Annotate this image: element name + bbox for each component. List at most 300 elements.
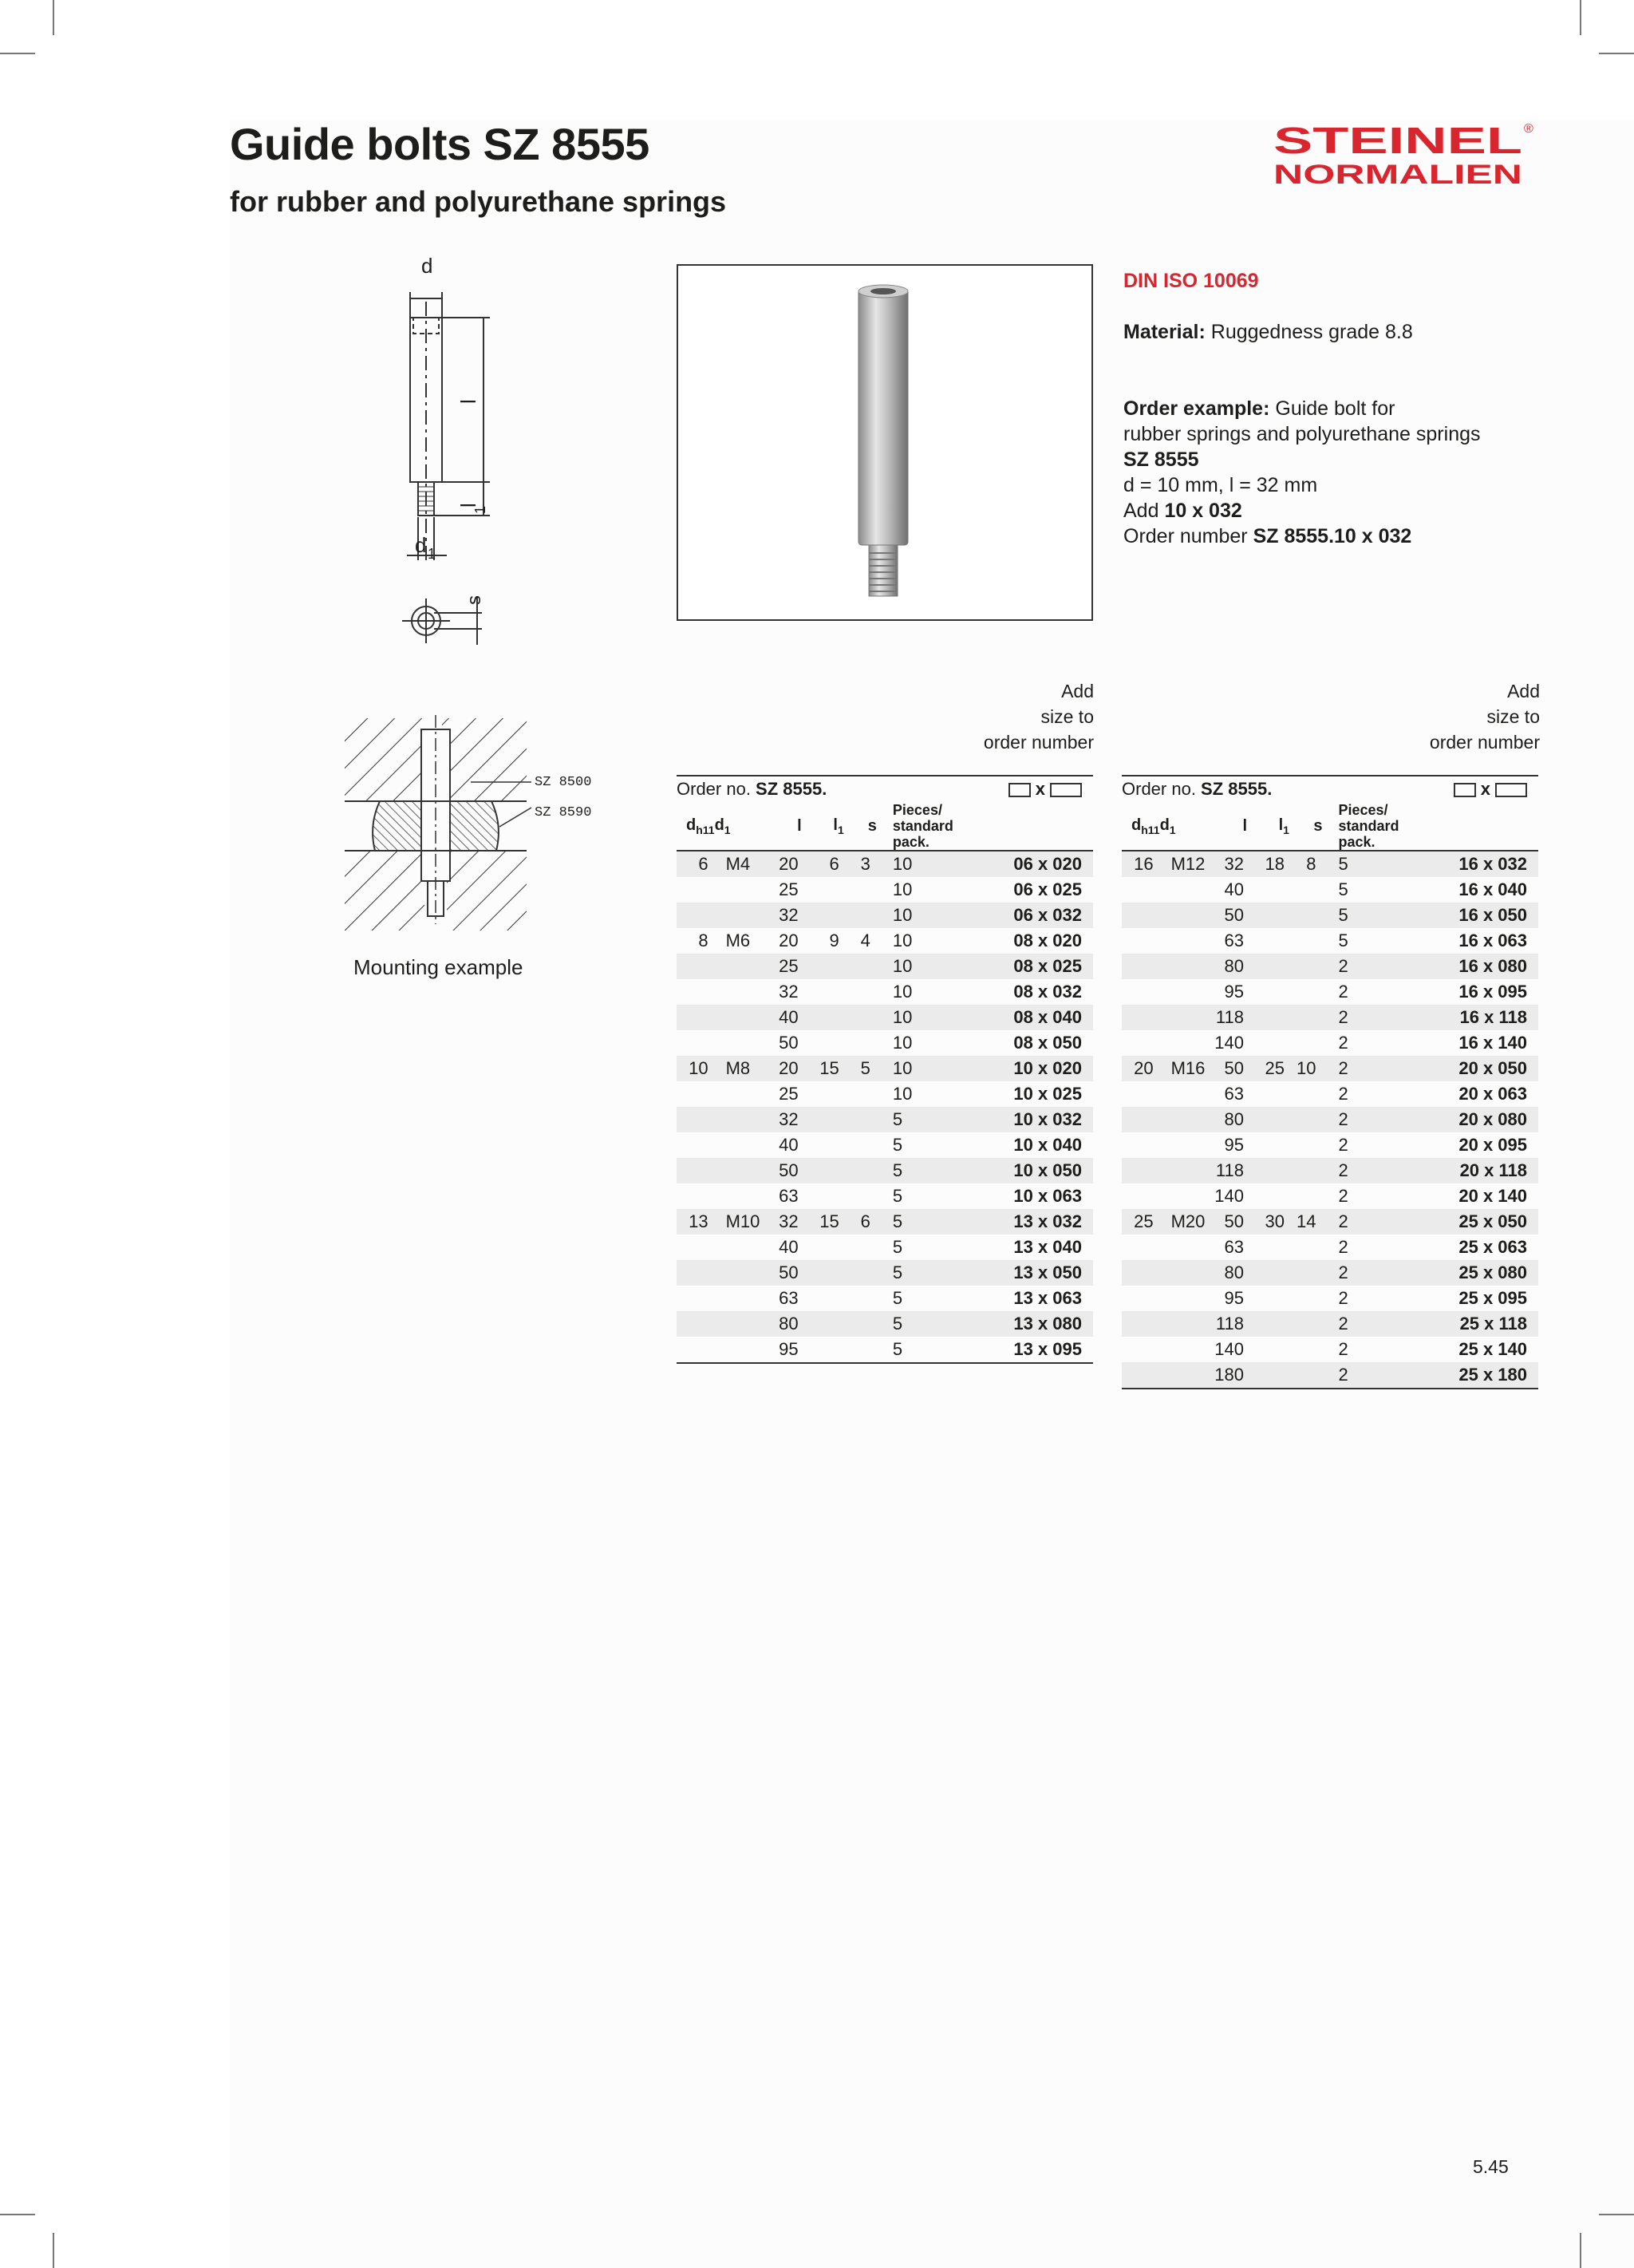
cell-order-code: 10 x 020: [969, 1056, 1093, 1081]
dim-l1: l: [456, 503, 480, 508]
cell-d1: [1160, 1337, 1211, 1362]
table-row: [1122, 1056, 1538, 1081]
cell-l: 40: [1224, 879, 1244, 899]
cell-d1: [1160, 1132, 1211, 1158]
cell-d1: [715, 1107, 766, 1132]
page-title: Guide bolts SZ 8555: [230, 119, 649, 169]
cell-s: [1289, 903, 1328, 928]
cell-l: 63: [779, 1186, 799, 1206]
cell-order-code: 20 x 095: [1458, 1135, 1527, 1155]
cell-l1: [1247, 1183, 1289, 1209]
cell-d1: [715, 1132, 766, 1158]
cell-d1: [715, 1260, 766, 1286]
cell-pieces: 5: [882, 1311, 969, 1337]
cell-order-code: 16 x 040: [1458, 879, 1527, 899]
cell-d1: [715, 1286, 766, 1311]
cell-l: 25: [765, 954, 801, 979]
cell-pieces: 5: [882, 1337, 969, 1363]
cell-pieces: 10: [892, 982, 913, 1002]
cell-order-code: 13 x 040: [1013, 1237, 1082, 1257]
cell-l: 63: [779, 1288, 799, 1308]
cell-l: 95: [1224, 1135, 1244, 1155]
cell-order-code: 25 x 050: [1415, 1209, 1538, 1235]
table-row: [677, 1081, 1093, 1107]
cell-d: [677, 1158, 715, 1183]
cell-order-code: 25 x 080: [1415, 1260, 1538, 1286]
cell-d1: [1160, 903, 1211, 928]
order-table-column-header: $d_{h11}$ $d_1$ l $l_1$ s Pieces/ standard pack.: [677, 802, 1093, 851]
cell-order-code: 13 x 095: [969, 1337, 1093, 1363]
cell-order-code: 16 x 080: [1415, 954, 1538, 979]
cell-s: [1289, 1260, 1328, 1286]
cell-d1: M12: [1160, 851, 1211, 877]
table-row: [1122, 1183, 1538, 1209]
logo-line1: STEINEL: [1273, 120, 1522, 161]
cell-l: 32: [779, 982, 799, 1002]
table-row: [1122, 903, 1538, 928]
cell-s: [844, 1337, 882, 1363]
cell-pieces: 2: [1338, 1033, 1348, 1053]
cell-l1: [802, 1081, 844, 1107]
cell-l1: 30: [1247, 1209, 1289, 1235]
cell-d: [1122, 928, 1160, 954]
dim-d1-sub: 1: [428, 546, 436, 562]
cell-l1: [1247, 1286, 1289, 1311]
cell-s: [1289, 1030, 1328, 1056]
cell-pieces: 2: [1338, 1339, 1348, 1359]
cell-d1: [1160, 1158, 1211, 1183]
cell-l: 40: [779, 1237, 799, 1257]
cell-s: [1289, 1311, 1328, 1337]
standard-label: DIN ISO 10069: [1123, 270, 1259, 292]
table-row: [677, 1107, 1093, 1132]
order-example-text-2: rubber springs and polyurethane springs: [1123, 423, 1481, 445]
cell-order-code: 16 x 118: [1415, 1005, 1538, 1030]
cell-d: [1122, 1260, 1160, 1286]
cell-d: [1122, 1337, 1160, 1362]
cell-s: [844, 1107, 882, 1132]
cell-d1: M16: [1160, 1056, 1211, 1081]
cell-d1: [715, 903, 766, 928]
cell-l: 140: [1214, 1339, 1244, 1359]
cell-order-code: 20 x 140: [1458, 1186, 1527, 1206]
cell-d: [1122, 1183, 1160, 1209]
cell-l: 80: [1210, 1260, 1247, 1286]
cell-order-code: 06 x 020: [969, 851, 1093, 877]
cell-s: [844, 954, 882, 979]
size-placeholder: x: [882, 776, 1093, 802]
add-size-note-left: Add size to order number: [983, 681, 1094, 753]
cell-d: [1122, 1235, 1160, 1260]
table-row: [677, 1286, 1093, 1311]
cell-d: 16: [1122, 851, 1160, 877]
product-info: [1123, 268, 1570, 549]
order-table-title-row: Order no. SZ 8555. x: [677, 776, 1093, 802]
cell-l1: [1247, 1311, 1289, 1337]
table-row: [1122, 979, 1538, 1005]
crop-mark: [1580, 2233, 1581, 2268]
cell-d: [1122, 877, 1160, 903]
cell-order-code: 10 x 040: [1013, 1135, 1082, 1155]
cell-d: [677, 1260, 715, 1286]
cell-d: [1122, 1030, 1160, 1056]
cell-l: 25: [779, 1084, 799, 1104]
cell-d: [1122, 1362, 1160, 1389]
cell-order-code: 20 x 118: [1415, 1158, 1538, 1183]
cell-l1: [802, 954, 844, 979]
cell-l: 180: [1210, 1362, 1247, 1389]
cell-d: [677, 1107, 715, 1132]
cell-s: [1289, 1132, 1328, 1158]
cell-s: 5: [844, 1056, 882, 1081]
cell-l1: [802, 903, 844, 928]
cell-order-code: 06 x 025: [1013, 879, 1082, 899]
dim-l1-sub: 1: [472, 505, 488, 514]
cell-order-code: 25 x 140: [1458, 1339, 1527, 1359]
cell-l1: [1247, 1107, 1289, 1132]
crop-mark: [1599, 53, 1634, 54]
cell-l1: 15: [802, 1056, 844, 1081]
cell-l: 20: [779, 931, 799, 950]
cell-d1: [715, 1081, 766, 1107]
cell-d1: M4: [715, 851, 766, 877]
cell-s: [844, 903, 882, 928]
cell-l1: [802, 1030, 844, 1056]
crop-mark: [1599, 2214, 1634, 2215]
cell-pieces: 2: [1338, 1186, 1348, 1206]
cell-pieces: 2: [1338, 1135, 1348, 1155]
cell-d: [1122, 1286, 1160, 1311]
cell-d: [1122, 1158, 1160, 1183]
cell-pieces: 10: [882, 954, 969, 979]
cell-pieces: 10: [892, 1084, 913, 1104]
dim-l: l: [456, 399, 480, 404]
cell-order-code: 20 x 050: [1415, 1056, 1538, 1081]
cell-d: [1122, 1005, 1160, 1030]
cell-pieces: 2: [1338, 1288, 1348, 1308]
order-table-title-row: Order no. SZ 8555. x: [1122, 776, 1538, 802]
cell-l: 50: [1210, 903, 1247, 928]
cell-order-code: 25 x 063: [1458, 1237, 1527, 1257]
cell-l: 95: [1224, 982, 1244, 1002]
cell-d1: [1160, 1030, 1211, 1056]
cell-pieces: 2: [1328, 1362, 1415, 1389]
table-row: [1122, 928, 1538, 954]
cell-d1: M6: [725, 931, 751, 950]
table-row: [677, 1260, 1093, 1286]
cell-pieces: 5: [1328, 903, 1415, 928]
cell-d1: [1160, 1260, 1211, 1286]
table-row: [1122, 1132, 1538, 1158]
table-row: [1122, 1158, 1538, 1183]
cell-s: 4: [860, 931, 870, 950]
cell-l1: [1247, 903, 1289, 928]
cell-d: [1122, 1081, 1160, 1107]
cell-d: [677, 1311, 715, 1337]
cell-d: [677, 1030, 715, 1056]
cell-d1: [1160, 1107, 1211, 1132]
cell-s: 10: [1289, 1056, 1328, 1081]
cell-l: 140: [1214, 1033, 1244, 1053]
cell-d1: [1160, 877, 1211, 903]
cell-pieces: 5: [882, 1158, 969, 1183]
cell-s: [844, 1081, 882, 1107]
crop-mark: [53, 0, 54, 35]
registered-mark: ®: [1524, 122, 1533, 136]
cell-l1: [802, 1235, 844, 1260]
material-value: Ruggedness grade 8.8: [1205, 321, 1413, 343]
table-row: [677, 1235, 1093, 1260]
cell-s: [844, 1286, 882, 1311]
cell-d1: [1160, 1311, 1211, 1337]
cell-d1: [715, 1030, 766, 1056]
cell-l1: [1247, 928, 1289, 954]
cell-l1: [802, 1286, 844, 1311]
cell-d: [677, 1183, 715, 1209]
cell-l: 32: [765, 1107, 801, 1132]
order-table-left-body: [677, 851, 1093, 1363]
cell-d: [677, 1081, 715, 1107]
cell-d1: [1160, 1286, 1211, 1311]
cell-l: 50: [779, 1033, 799, 1053]
dim-d: d: [421, 254, 433, 278]
cell-l: 32: [765, 1209, 801, 1235]
order-example-text: Guide bolt for: [1269, 397, 1395, 420]
table-row: [677, 1005, 1093, 1030]
cell-l1: [802, 1337, 844, 1363]
table-row: [677, 903, 1093, 928]
crop-mark: [0, 53, 35, 54]
cell-d: 13: [677, 1209, 715, 1235]
table-row: [1122, 1081, 1538, 1107]
cell-s: [1289, 1081, 1328, 1107]
order-example-number: Order number SZ 8555.10 x 032: [1123, 525, 1412, 547]
table-row: [1122, 1260, 1538, 1286]
size-placeholder: x: [1328, 776, 1539, 802]
cell-order-code: 20 x 063: [1458, 1084, 1527, 1104]
mount-label-sz8590: SZ 8590: [535, 805, 592, 820]
cell-d1: M10: [715, 1209, 766, 1235]
cell-order-code: 10 x 050: [969, 1158, 1093, 1183]
cell-pieces: 5: [1328, 851, 1415, 877]
cell-d: [1122, 1311, 1160, 1337]
table-row: [1122, 1235, 1538, 1260]
cell-l1: [1247, 1158, 1289, 1183]
cell-s: [844, 1311, 882, 1337]
mounting-caption: Mounting example: [353, 955, 523, 979]
page-subtitle: for rubber and polyurethane springs: [230, 185, 727, 218]
cell-pieces: 10: [882, 1056, 969, 1081]
cell-s: [1289, 1235, 1328, 1260]
cell-pieces: 5: [892, 1186, 903, 1206]
cell-pieces: 5: [1338, 931, 1348, 950]
cell-order-code: 06 x 032: [969, 903, 1093, 928]
cell-l1: [1247, 1030, 1289, 1056]
cell-d: [677, 979, 715, 1005]
dim-s: s: [464, 595, 485, 605]
cell-d1: [1160, 1235, 1211, 1260]
cell-pieces: 2: [1338, 1237, 1348, 1257]
order-table-column-header: $d_{h11}$ $d_1$ l $l_1$ s Pieces/ standard pack.: [1122, 802, 1538, 851]
cell-pieces: 2: [1328, 1158, 1415, 1183]
cell-l: 80: [765, 1311, 801, 1337]
order-table-right: [1122, 775, 1538, 1389]
cell-l1: [1247, 1005, 1289, 1030]
cell-pieces: 2: [1328, 1260, 1415, 1286]
cell-l: 40: [765, 1005, 801, 1030]
cell-pieces: 2: [1338, 982, 1348, 1002]
cell-d: [1122, 979, 1160, 1005]
table-row: [1122, 1209, 1538, 1235]
cell-d: [677, 1132, 715, 1158]
cell-s: [1289, 1107, 1328, 1132]
cell-d: [677, 877, 715, 903]
cell-s: 8: [1289, 851, 1328, 877]
cell-d1: [715, 979, 766, 1005]
table-row: [677, 1209, 1093, 1235]
table-row: [1122, 1005, 1538, 1030]
material-line: [1123, 319, 1570, 345]
cell-l1: [802, 1260, 844, 1286]
crop-mark: [1580, 0, 1581, 35]
cell-order-code: 16 x 140: [1458, 1033, 1527, 1053]
table-row: [1122, 1311, 1538, 1337]
cell-l1: [1247, 1362, 1289, 1389]
cell-l1: 9: [829, 931, 839, 950]
table-row: [677, 1183, 1093, 1209]
cell-l1: [1247, 954, 1289, 979]
cell-order-code: 10 x 063: [1013, 1186, 1082, 1206]
cell-s: 6: [844, 1209, 882, 1235]
cell-pieces: 10: [882, 903, 969, 928]
cell-d1: [715, 877, 766, 903]
cell-s: [1289, 979, 1328, 1005]
cell-d1: [715, 1183, 766, 1209]
cell-pieces: 2: [1328, 1107, 1415, 1132]
cell-l1: [1247, 1081, 1289, 1107]
cell-order-code: 25 x 118: [1415, 1311, 1538, 1337]
cell-order-code: 10 x 025: [1013, 1084, 1082, 1104]
cell-order-code: 16 x 050: [1415, 903, 1538, 928]
cell-pieces: 2: [1328, 1209, 1415, 1235]
cell-l: 50: [1210, 1056, 1247, 1081]
cell-d1: M8: [715, 1056, 766, 1081]
add-size-note-right: Add size to order number: [1429, 681, 1540, 753]
cell-order-code: 16 x 063: [1458, 931, 1527, 950]
cell-pieces: 5: [1338, 879, 1348, 899]
cell-l: 25: [779, 879, 799, 899]
cell-d: [1122, 903, 1160, 928]
cell-l: 20: [765, 1056, 801, 1081]
cell-d1: [1160, 1005, 1211, 1030]
cell-l: 32: [1210, 851, 1247, 877]
cell-l: 80: [1210, 954, 1247, 979]
cell-d: 8: [698, 931, 708, 950]
cell-s: [1289, 1183, 1328, 1209]
cell-d: 25: [1122, 1209, 1160, 1235]
cell-order-code: 25 x 180: [1415, 1362, 1538, 1389]
cell-order-code: 13 x 050: [969, 1260, 1093, 1286]
cell-pieces: 10: [892, 931, 913, 950]
table-row: [677, 928, 1093, 954]
cell-l1: 18: [1247, 851, 1289, 877]
cell-l1: [1247, 1260, 1289, 1286]
table-row: [1122, 877, 1538, 903]
cell-order-code: 10 x 032: [969, 1107, 1093, 1132]
mounting-example-drawing: [343, 715, 598, 932]
cell-l1: [802, 1158, 844, 1183]
cell-order-code: 08 x 020: [1013, 931, 1082, 950]
cell-d1: [715, 1235, 766, 1260]
table-row: [1122, 1030, 1538, 1056]
cell-l1: [802, 1132, 844, 1158]
cell-l: 20: [765, 851, 801, 877]
cell-l1: [1247, 979, 1289, 1005]
mount-label-sz8500: SZ 8500: [535, 775, 592, 790]
cell-pieces: 2: [1328, 1056, 1415, 1081]
order-example-code: SZ 8555: [1123, 448, 1199, 471]
cell-order-code: 08 x 040: [969, 1005, 1093, 1030]
cell-order-code: 08 x 032: [1013, 982, 1082, 1002]
cell-d: 6: [677, 851, 715, 877]
cell-d1: [715, 1337, 766, 1363]
table-row: [677, 979, 1093, 1005]
order-example-add: Add 10 x 032: [1123, 500, 1242, 522]
table-row: [677, 1311, 1093, 1337]
table-row: [677, 877, 1093, 903]
cell-s: [1289, 1286, 1328, 1311]
cell-s: 14: [1289, 1209, 1328, 1235]
cell-s: 3: [844, 851, 882, 877]
table-row: [677, 1132, 1093, 1158]
steinel-normalien-logo: [1272, 120, 1535, 192]
cell-l1: 6: [802, 851, 844, 877]
order-table-left: [677, 775, 1093, 1364]
cell-pieces: 2: [1328, 1005, 1415, 1030]
cell-s: [1289, 928, 1328, 954]
cell-s: [844, 1183, 882, 1209]
cell-s: [1289, 954, 1328, 979]
cell-pieces: 5: [892, 1288, 903, 1308]
table-row: [1122, 1337, 1538, 1362]
cell-d1: [715, 1158, 766, 1183]
cell-d1: M20: [1160, 1209, 1211, 1235]
cell-order-code: 20 x 080: [1415, 1107, 1538, 1132]
page-number: 5.45: [1473, 2156, 1509, 2177]
cell-s: [1289, 1362, 1328, 1389]
crop-mark: [53, 2233, 54, 2268]
order-example-label: Order example:: [1123, 397, 1270, 420]
table-row: [677, 1056, 1093, 1081]
table-row: [677, 1030, 1093, 1056]
cell-pieces: 2: [1328, 1311, 1415, 1337]
cell-s: [844, 1030, 882, 1056]
cell-l: 63: [1224, 931, 1244, 950]
cell-s: [844, 1158, 882, 1183]
cell-d1: [715, 1005, 766, 1030]
cell-d: 10: [677, 1056, 715, 1081]
cell-d: 20: [1122, 1056, 1160, 1081]
cell-l: 118: [1210, 1311, 1247, 1337]
cell-order-code: 16 x 032: [1415, 851, 1538, 877]
cell-l: 32: [765, 903, 801, 928]
cell-pieces: 10: [892, 1033, 913, 1053]
cell-s: [844, 1235, 882, 1260]
cell-order-code: 13 x 063: [1013, 1288, 1082, 1308]
cell-d: [677, 903, 715, 928]
cell-l: 118: [1210, 1158, 1247, 1183]
crop-mark: [0, 2214, 35, 2215]
